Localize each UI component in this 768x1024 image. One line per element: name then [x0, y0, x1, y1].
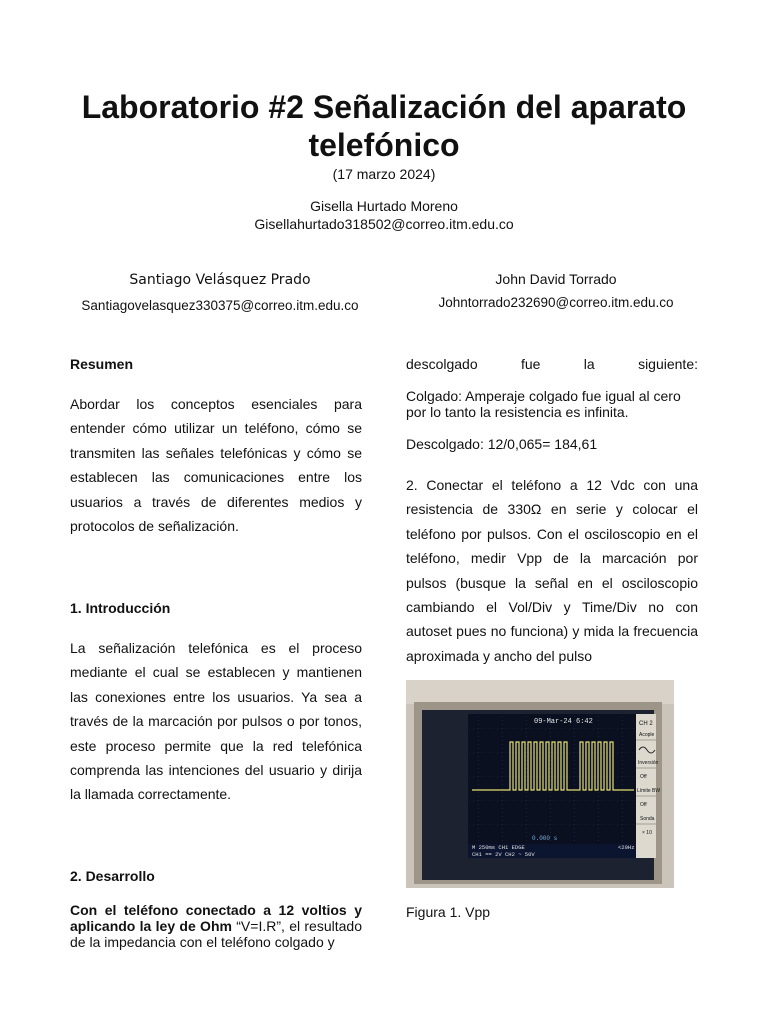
scope-menu-5: Sonda	[640, 816, 655, 822]
introduction-heading: 1. Introducción	[70, 600, 171, 616]
oscilloscope-photo	[406, 680, 674, 888]
abstract-heading: Resumen	[70, 356, 134, 372]
scope-menu-6: × 10	[642, 830, 652, 836]
author-2-name: Santiago Velásquez Prado	[129, 272, 311, 288]
scope-bottom-left: CH1 == 2V CH2 ~ 50V	[472, 851, 535, 858]
figure-caption: Figura 1. Vpp	[406, 904, 491, 920]
abstract-text: Abordar los conceptos esenciales para entender cómo utilizar un teléfono, cómo se transmiten las señales telefónicas y cómo se establecen las comunicaciones entre los usuarios a través de diferentes medios y protocolos de señalización.	[70, 396, 362, 535]
author-2	[70, 272, 370, 313]
author-1	[0, 198, 768, 232]
author-3-email: Johntorrado232690@correo.itm.edu.co	[438, 295, 674, 310]
development-bold-lead: Con el teléfono conectado a 12 voltios y aplicando la ley de Ohm	[70, 902, 362, 934]
scope-menu-1: Inversión	[638, 760, 659, 766]
author-1-name: Gisella Hurtado Moreno	[310, 198, 458, 214]
author-2-email: Santiagovelasquez330375@correo.itm.edu.co	[81, 298, 359, 313]
scope-menu-3: Límite BW	[637, 788, 661, 794]
scope-menu-4: Off	[640, 802, 647, 808]
colgado-text: Colgado: Amperaje colgado fue igual al cero por lo tanto la resistencia es infinita.	[406, 388, 681, 420]
scope-datetime: 09-Mar-24 6:42	[534, 718, 593, 726]
descolgado-text: Descolgado: 12/0,065= 184,61	[406, 436, 598, 452]
development-heading: 2. Desarrollo	[70, 868, 155, 884]
paper-title: Laboratorio #2 Señalización del aparato telefónico	[81, 89, 687, 163]
scope-bottom-right: <20Hz	[618, 844, 635, 851]
scope-bottom-mid: M 250ms CH1 EDGE	[472, 844, 525, 851]
continued-text: descolgado fue la siguiente:	[406, 356, 698, 372]
author-3-name: John David Torrado	[495, 271, 617, 287]
development-text	[70, 902, 362, 950]
author-3	[406, 271, 706, 310]
development-text-after: “V=I.R”, el resultado de la impedancia con el teléfono colgado y	[70, 918, 362, 950]
scope-menu-2: Off	[640, 774, 647, 780]
author-1-email: Gisellahurtado318502@correo.itm.edu.co	[254, 216, 514, 232]
step2-text: 2. Conectar el teléfono a 12 Vdc con una resistencia de 330Ω en serie y colocar el teléfono por pulsos. Con el osciloscopio en el teléfono, medir Vpp de la marcación por pulsos (busque la señal en el osciloscopio cambiando el Vol/Div y Time/Div no con autoset pues no funciona) y mida la frecuencia aproximada y ancho del pulso	[406, 477, 698, 664]
paper-date: (17 marzo 2024)	[332, 166, 436, 182]
scope-menu-0: Acople	[639, 732, 655, 738]
introduction-text: La señalización telefónica es el proceso mediante el cual se establecen y mantienen las conexiones entre los usuarios. Ya sea a través de la marcación por pulsos o por tonos, este proceso permite que la red telefónica comprenda las intenciones del usuario y dirija la llamada correctamente.	[70, 640, 362, 803]
scope-offset: 0.000 s	[532, 835, 558, 842]
scope-channel: CH 2	[639, 721, 653, 727]
oscilloscope-image	[406, 680, 674, 888]
